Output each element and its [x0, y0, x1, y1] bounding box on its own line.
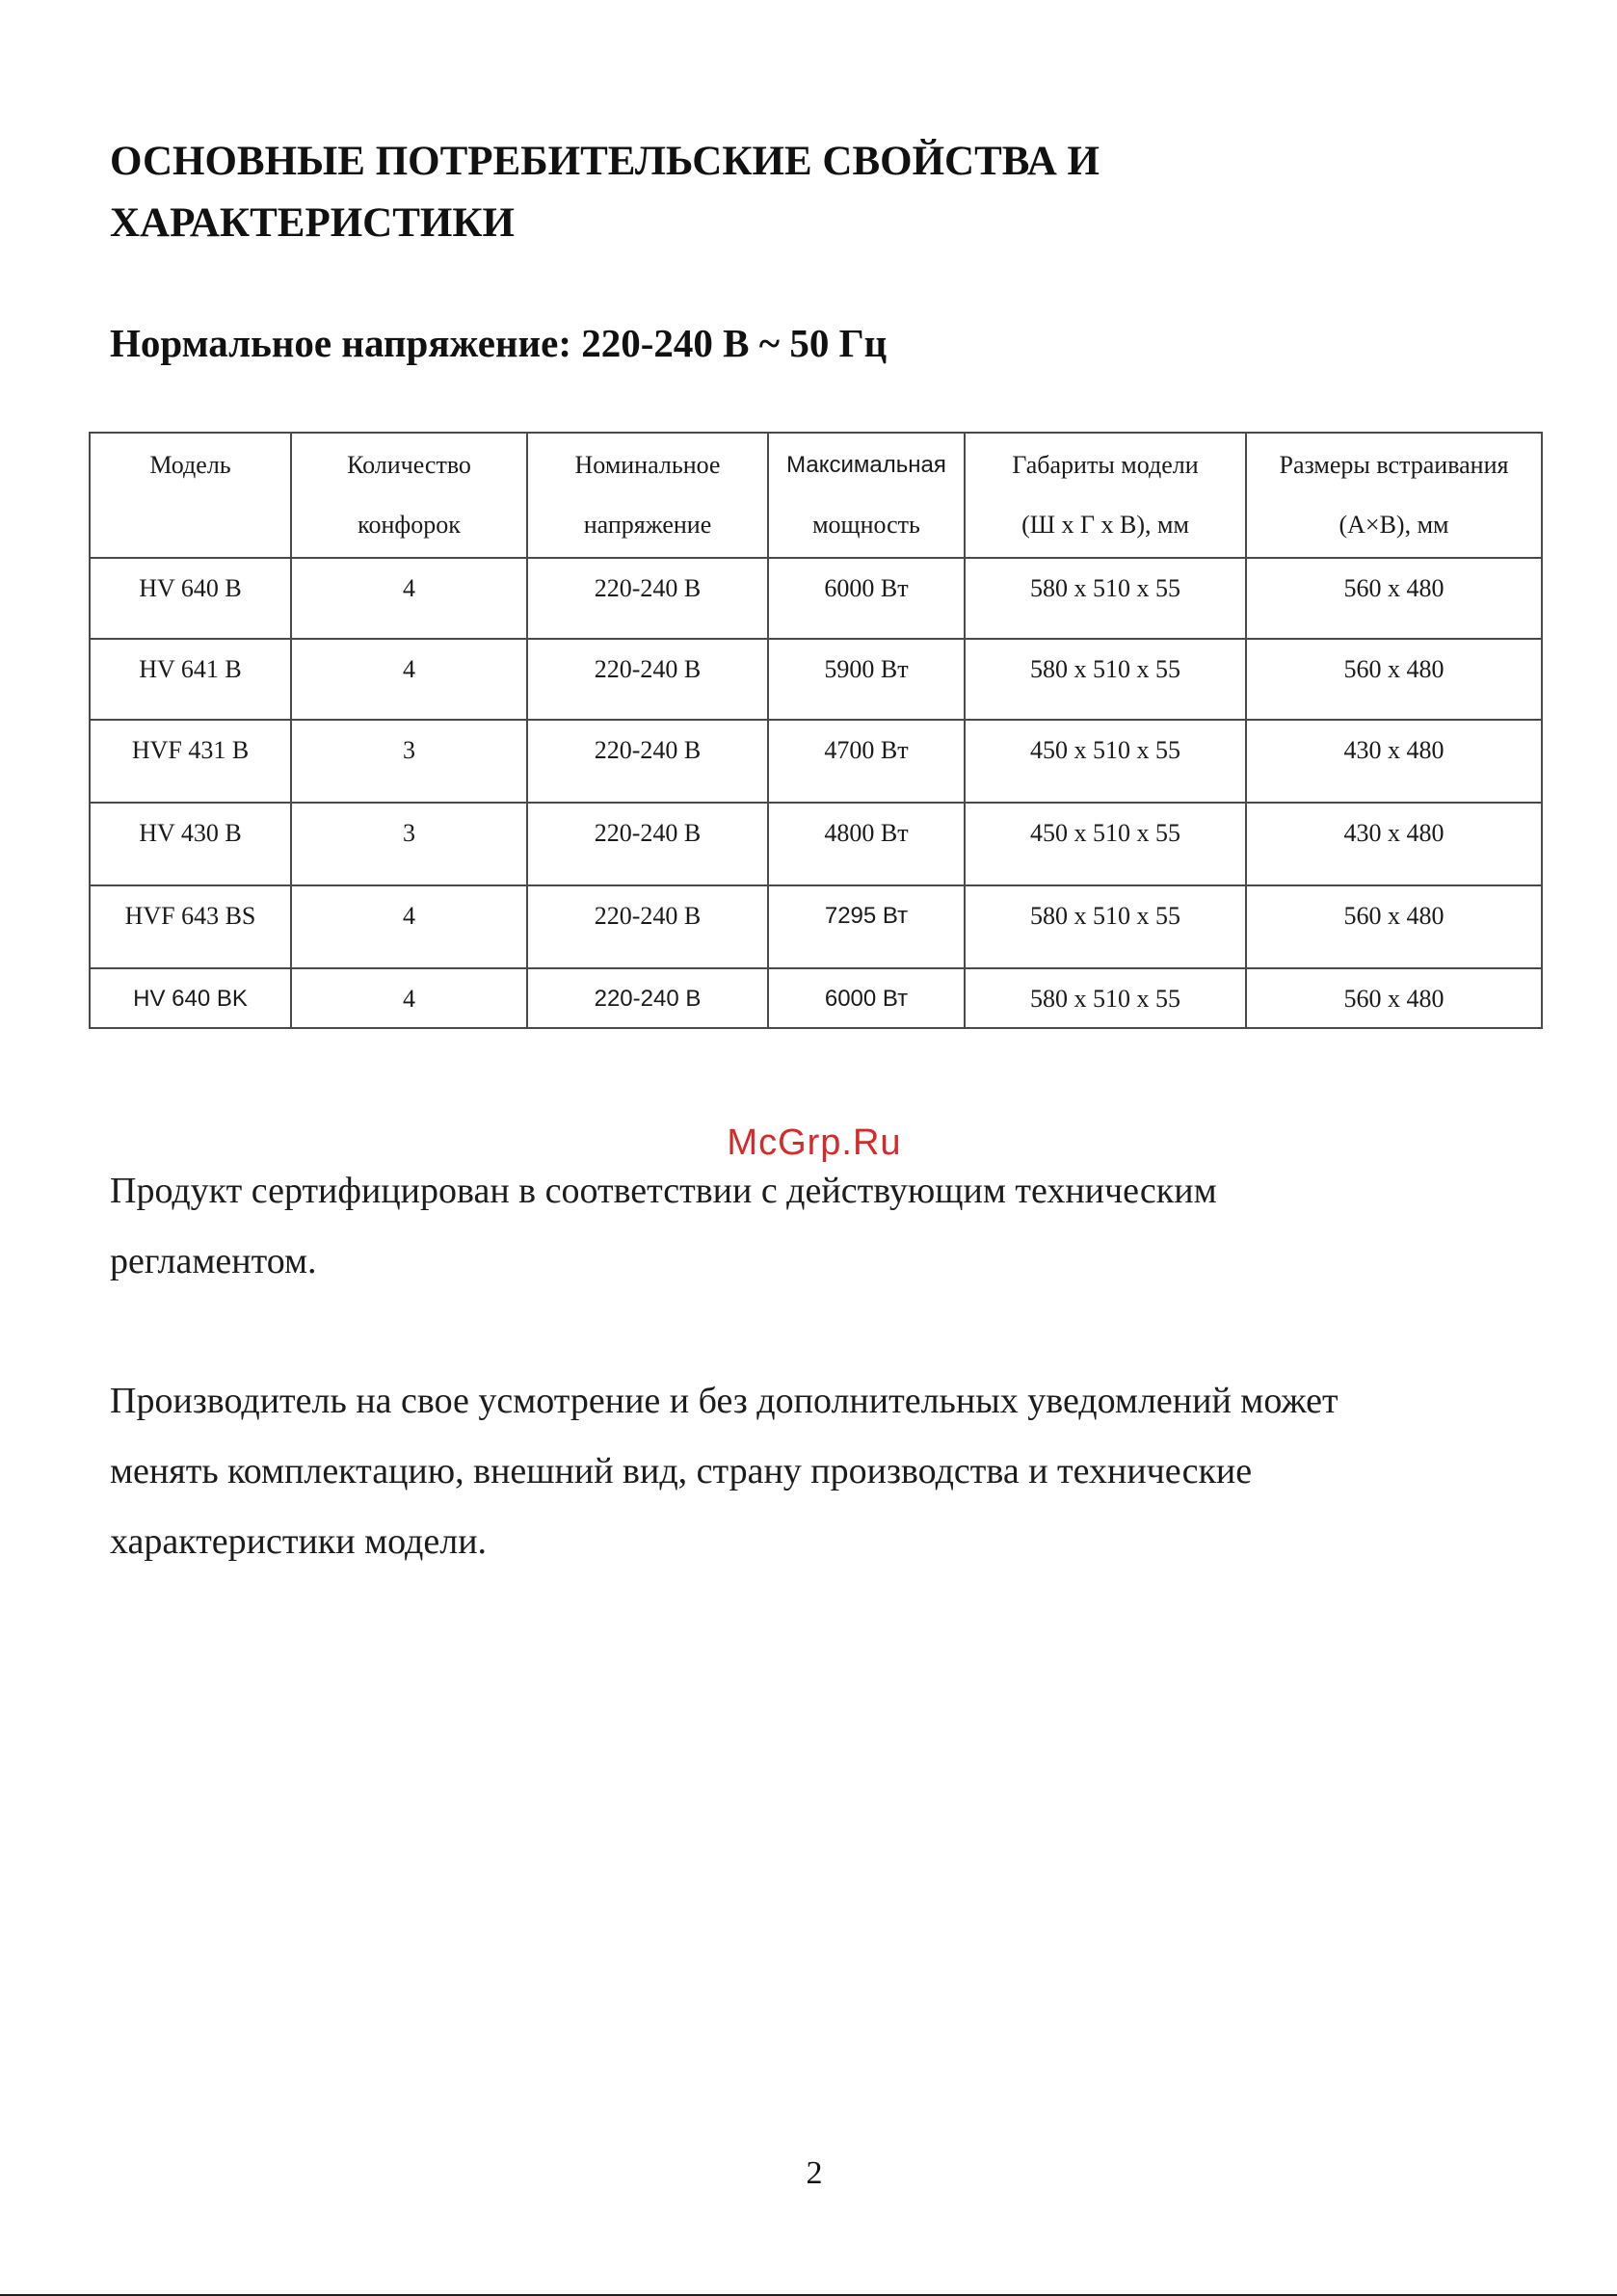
- cell-cutout: 560 х 480: [1246, 885, 1542, 968]
- certification-line-1: Продукт сертифицирован в соответствии с действующим техническим: [110, 1171, 1217, 1211]
- cell-cutout: 560 х 480: [1246, 968, 1542, 1028]
- cell-dimensions: 450 х 510 х 55: [965, 803, 1246, 885]
- cell-cutout: 430 х 480: [1246, 803, 1542, 885]
- table-row: [90, 720, 1542, 803]
- table-row: [90, 639, 1542, 720]
- header-max-power: Максимальная мощность: [768, 433, 965, 558]
- cell-dimensions: 580 х 510 х 55: [965, 558, 1246, 639]
- cell-model: HV 640 BK: [90, 968, 291, 1028]
- cell-model: HVF 431 B: [90, 720, 291, 803]
- cell-model: HV 430 B: [90, 803, 291, 885]
- notice-line-3: характеристики модели.: [110, 1521, 488, 1562]
- table-row: [90, 885, 1542, 968]
- header-burner-count: Количество конфорок: [291, 433, 527, 558]
- cell-cutout: 430 х 480: [1246, 720, 1542, 803]
- certification-line-2: регламентом.: [110, 1241, 317, 1281]
- cell-voltage: 220-240 В: [527, 885, 768, 968]
- table-header-row: [90, 433, 1542, 558]
- notice-line-1: Производитель на свое усмотрение и без дополнительных уведомлений может: [110, 1381, 1339, 1421]
- page-number: 2: [806, 2155, 823, 2191]
- cell-voltage: 220-240 В: [527, 803, 768, 885]
- cell-burners: 4: [291, 885, 527, 968]
- cell-power: 6000 Вт: [768, 968, 965, 1028]
- table-row: [90, 968, 1542, 1028]
- cell-power: 5900 Вт: [768, 639, 965, 720]
- watermark: McGrp.Ru: [727, 1122, 902, 1163]
- specifications-table: [89, 432, 1543, 1029]
- cell-dimensions: 580 х 510 х 55: [965, 968, 1246, 1028]
- cell-power: 6000 Вт: [768, 558, 965, 639]
- cell-dimensions: 580 х 510 х 55: [965, 885, 1246, 968]
- cell-burners: 3: [291, 720, 527, 803]
- cell-burners: 4: [291, 558, 527, 639]
- cell-dimensions: 580 х 510 х 55: [965, 639, 1246, 720]
- cell-burners: 3: [291, 803, 527, 885]
- cell-model: HV 641 B: [90, 639, 291, 720]
- header-rated-voltage: Номинальное напряжение: [527, 433, 768, 558]
- header-cutout-size: Размеры встраивания (А×В), мм: [1246, 433, 1542, 558]
- cell-model: HVF 643 BS: [90, 885, 291, 968]
- page-title: [110, 131, 1363, 254]
- cell-dimensions: 450 х 510 х 55: [965, 720, 1246, 803]
- voltage-heading: Нормальное напряжение: 220-240 В ~ 50 Гц: [110, 321, 888, 365]
- cell-power: 4700 Вт: [768, 720, 965, 803]
- cell-power: 7295 Вт: [768, 885, 965, 968]
- cell-voltage: 220-240 В: [527, 968, 768, 1028]
- notice-line-2: менять комплектацию, внешний вид, страну производства и технические: [110, 1451, 1253, 1491]
- cell-power: 4800 Вт: [768, 803, 965, 885]
- certification-paragraph: [110, 1156, 1536, 1297]
- table-row: [90, 803, 1542, 885]
- cell-burners: 4: [291, 639, 527, 720]
- cell-cutout: 560 х 480: [1246, 639, 1542, 720]
- manufacturer-notice-paragraph: [110, 1366, 1536, 1577]
- cell-model: HV 640 B: [90, 558, 291, 639]
- title-line-1: ОСНОВНЫЕ ПОТРЕБИТЕЛЬСКИЕ СВОЙСТВА И: [110, 139, 1100, 184]
- cell-burners: 4: [291, 968, 527, 1028]
- cell-voltage: 220-240 В: [527, 558, 768, 639]
- cell-voltage: 220-240 В: [527, 639, 768, 720]
- title-line-2: ХАРАКТЕРИСТИКИ: [110, 200, 515, 246]
- header-dimensions: Габариты модели (Ш х Г х В), мм: [965, 433, 1246, 558]
- header-model: Модель: [90, 433, 291, 558]
- table-row: [90, 558, 1542, 639]
- cell-voltage: 220-240 В: [527, 720, 768, 803]
- cell-cutout: 560 х 480: [1246, 558, 1542, 639]
